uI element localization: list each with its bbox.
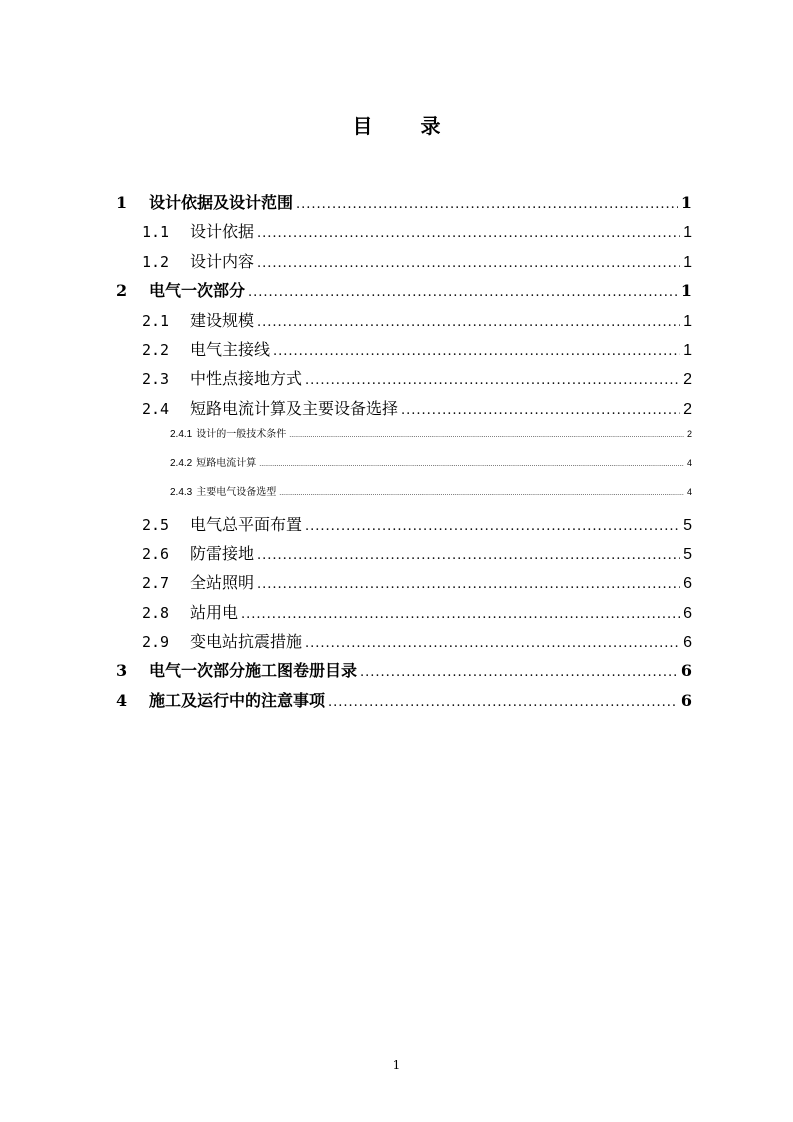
toc-entry-label: 电气主接线 — [190, 339, 271, 359]
toc-entry-page: 4 — [686, 457, 692, 468]
toc-entry[interactable] — [112, 308, 692, 337]
toc-entry-label: 电气总平面布置 — [190, 514, 303, 534]
toc-entry-label: 防雷接地 — [190, 543, 255, 563]
toc-leader-dots — [257, 544, 680, 563]
toc-entry-number: 2.4.2 — [170, 457, 193, 469]
toc-entry-page: 1 — [683, 341, 692, 359]
toc-entry[interactable] — [112, 425, 692, 454]
toc-entry[interactable] — [112, 454, 692, 483]
toc-entry-number: 2.4.1 — [170, 429, 193, 441]
toc-leader-dots — [257, 252, 680, 271]
toc-leader-dots — [305, 369, 680, 388]
toc-entry[interactable] — [112, 483, 692, 512]
toc-entry[interactable] — [112, 366, 692, 395]
toc-entry-page: 6 — [680, 690, 692, 710]
toc-entry-label: 全站照明 — [190, 573, 255, 593]
toc-entry-number: 4 — [116, 690, 128, 710]
toc-entry-label: 变电站抗震措施 — [190, 632, 303, 652]
toc-entry-number: 2.8 — [142, 603, 170, 622]
toc-entry-page: 1 — [683, 224, 692, 242]
toc-entry-label: 设计内容 — [190, 251, 255, 271]
toc-entry-number: 2 — [116, 281, 128, 301]
toc-leader-dots — [248, 281, 678, 300]
toc-entry-label: 设计的一般技术条件 — [196, 429, 287, 441]
toc-entry-page: 2 — [683, 400, 692, 418]
toc-entry-number: 2.5 — [142, 515, 170, 534]
toc-entry[interactable] — [112, 658, 692, 687]
toc-entry-number: 2.6 — [142, 544, 170, 563]
toc-entry[interactable] — [112, 629, 692, 658]
toc-title — [0, 110, 793, 139]
toc-entry-page: 1 — [680, 281, 692, 301]
page-number: 1 — [392, 1058, 401, 1072]
toc-entry-number: 1.1 — [142, 223, 170, 242]
toc-entry-page: 5 — [683, 516, 692, 534]
toc-entry-page: 1 — [680, 193, 692, 212]
toc-leader-dots — [289, 429, 684, 440]
toc-leader-dots — [273, 340, 680, 359]
toc-entry[interactable] — [112, 512, 692, 541]
toc-entry[interactable] — [112, 600, 692, 629]
toc-leader-dots — [259, 458, 684, 469]
toc-entry-number: 2.1 — [142, 311, 170, 330]
toc-entry-number: 1 — [116, 193, 128, 212]
toc-entry-label: 电气一次部分 — [149, 281, 246, 301]
toc-entry-number: 2.4 — [142, 399, 170, 418]
toc-leader-dots — [241, 603, 680, 622]
toc-entry-number: 3 — [116, 661, 128, 681]
toc-leader-dots — [296, 193, 678, 212]
toc-entry-label: 施工及运行中的注意事项 — [149, 690, 326, 710]
toc-entry-number: 2.7 — [142, 574, 170, 593]
toc-entry-label: 电气一次部分施工图卷册目录 — [149, 661, 358, 681]
toc-entry-page: 2 — [683, 371, 692, 389]
toc-leader-dots — [305, 632, 680, 651]
toc-entry-label: 中性点接地方式 — [190, 369, 303, 389]
toc-title-right: 录 — [420, 114, 441, 138]
table-of-contents — [112, 190, 692, 717]
toc-leader-dots — [257, 222, 680, 241]
toc-entry-label: 建设规模 — [190, 310, 255, 330]
toc-leader-dots — [305, 515, 680, 534]
toc-entry-label: 站用电 — [190, 602, 239, 622]
toc-entry-number: 2.9 — [142, 633, 170, 652]
toc-entry[interactable] — [112, 396, 692, 425]
toc-entry-number: 2.4.3 — [170, 486, 193, 498]
toc-entry-label: 设计依据及设计范围 — [149, 193, 294, 212]
toc-entry-page: 1 — [683, 312, 692, 330]
toc-entry-label: 短路电流计算及主要设备选择 — [190, 398, 399, 418]
toc-entry[interactable] — [112, 219, 692, 248]
toc-entry[interactable] — [112, 541, 692, 570]
toc-entry[interactable] — [112, 190, 692, 219]
toc-entry-label: 短路电流计算 — [196, 457, 257, 469]
toc-entry-page: 6 — [683, 604, 692, 622]
toc-entry[interactable] — [112, 278, 692, 307]
toc-leader-dots — [257, 311, 680, 330]
toc-leader-dots — [401, 399, 680, 418]
toc-title-left: 目 — [352, 114, 373, 138]
toc-leader-dots — [257, 573, 680, 592]
toc-entry[interactable] — [112, 249, 692, 278]
toc-entry-page: 5 — [683, 545, 692, 563]
toc-entry-page: 6 — [683, 575, 692, 593]
toc-entry-page: 6 — [683, 634, 692, 652]
toc-leader-dots — [279, 487, 684, 498]
toc-entry-number: 2.2 — [142, 340, 170, 359]
toc-entry-number: 1.2 — [142, 252, 170, 271]
toc-entry-page: 2 — [686, 429, 692, 440]
toc-leader-dots — [360, 661, 678, 680]
toc-entry-page: 1 — [683, 253, 692, 271]
toc-entry-label: 设计依据 — [190, 222, 255, 242]
toc-entry[interactable] — [112, 688, 692, 717]
toc-entry[interactable] — [112, 570, 692, 599]
toc-entry-number: 2.3 — [142, 370, 170, 389]
toc-entry-page: 6 — [680, 661, 692, 681]
toc-entry[interactable] — [112, 337, 692, 366]
toc-entry-label: 主要电气设备选型 — [196, 486, 277, 498]
toc-entry-page: 4 — [686, 486, 692, 497]
toc-leader-dots — [328, 691, 678, 710]
